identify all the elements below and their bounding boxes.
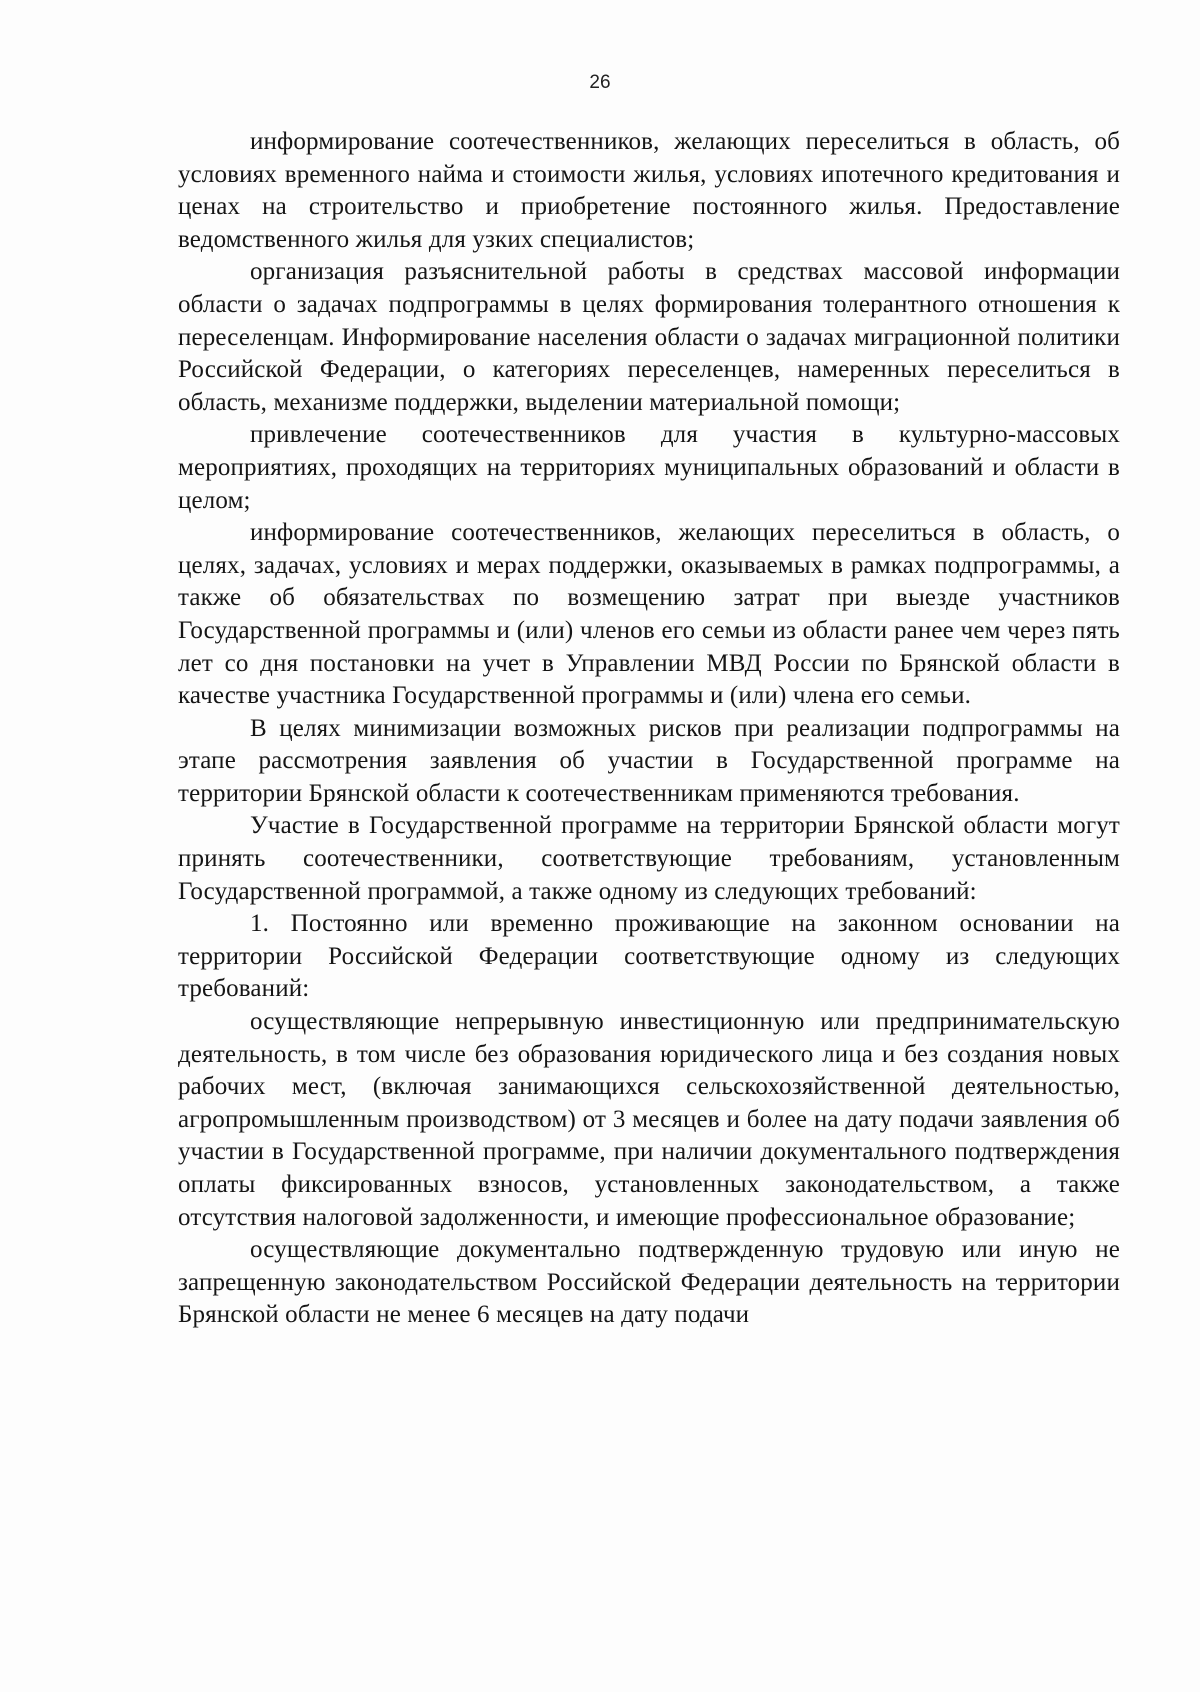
paragraph-requirement-1: 1. Постоянно или временно проживающие на законном основании на территории Российской Федерации соответствующие одному из следующих требований: bbox=[178, 910, 1120, 1003]
paragraph-support-info: информирование соотечественников, желающих переселиться в область, о целях, задачах, условиях и мерах поддержки, оказываемых в рамках подпрограммы, а также об обязательствах по возмещению затрат при выезде участников Государственной программы и (или) членов его семьи из области ранее чем через пять лет со дня постановки на учет в Управлении МВД России по Брянской области в качестве участника Государственной программы и (или) члена его семьи. bbox=[178, 519, 1120, 710]
paragraph-risk-minimization: В целях минимизации возможных рисков при реализации подпрограммы на этапе рассмотрения заявления об участии в Государственной программе на территории Брянской области к соотечественникам применяются требования. bbox=[178, 714, 1120, 807]
paragraph-entrepreneurs: осуществляющие непрерывную инвестиционную или предпринимательскую деятельность, в том числе без образования юридического лица и без создания новых рабочих мест, (включая занимающихся сельскохозяйственной деятельностью, агропромышленным производством) от 3 месяцев и более на дату подачи заявления об участии в Государственной программе, при наличии документального подтверждения оплаты фиксированных взносов, установленных законодательством, а также отсутствия налоговой задолженности, и имеющие профессиональное образование; bbox=[178, 1008, 1120, 1231]
paragraph-participation: Участие в Государственной программе на территории Брянской области могут принять соотечественники, соответствующие требованиям, установленным Государственной программой, а также одному из следующих требований: bbox=[178, 812, 1120, 905]
paragraph-housing-info: информирование соотечественников, желающих переселиться в область, об условиях временного найма и стоимости жилья, условиях ипотечного кредитования и ценах на строительство и приобретение постоянного жилья. Предоставление ведомственного жилья для узких специалистов; bbox=[178, 128, 1120, 253]
paragraph-media-work: организация разъяснительной работы в средствах массовой информации области о задачах подпрограммы в целях формирования толерантного отношения к переселенцам. Информирование населения области о задачах миграционной политики Российской Федерации, о категориях переселенцев, намеренных переселиться в область, механизме поддержки, выделении материальной помощи; bbox=[178, 258, 1120, 416]
paragraph-cultural-events: привлечение соотечественников для участия в культурно-массовых мероприятиях, проходящих на территориях муниципальных образований и области в целом; bbox=[178, 421, 1120, 514]
paragraph-employment: осуществляющие документально подтвержденную трудовую или иную не запрещенную законодательством Российской Федерации деятельность на территории Брянской области не менее 6 месяцев на дату подачи bbox=[178, 1236, 1120, 1329]
document-body bbox=[178, 126, 1120, 1332]
page-number: 26 bbox=[589, 72, 611, 93]
